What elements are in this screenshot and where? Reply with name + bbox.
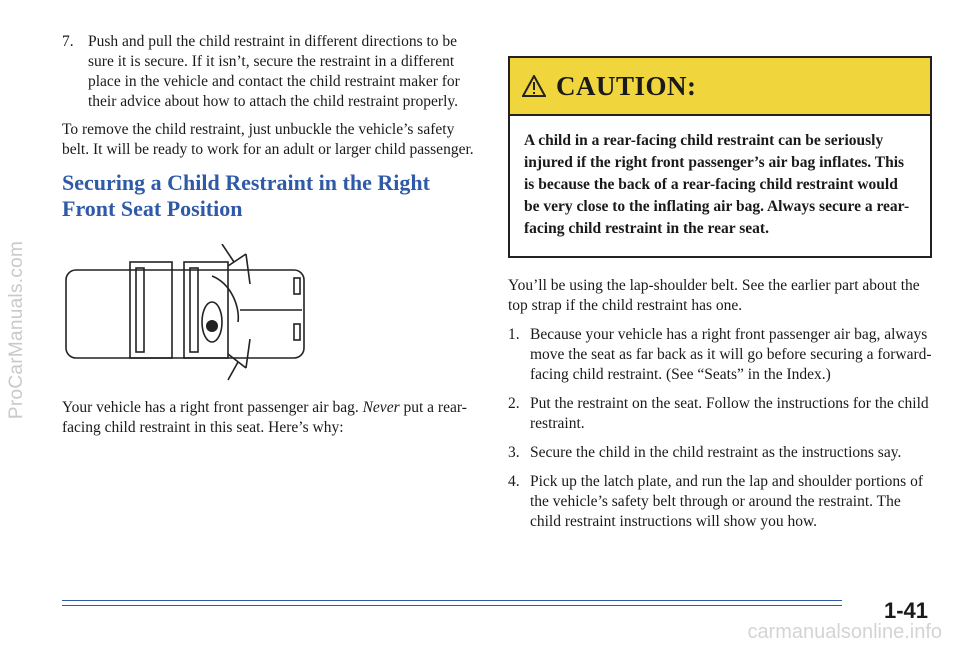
footer-rule [62, 600, 842, 610]
page-number: 1-41 [883, 598, 928, 623]
list-item [508, 472, 932, 532]
item-number: 2. [508, 395, 520, 412]
item-text: Because your vehicle has a right front passenger air bag, always move the seat as far back as it will go before securing a forward-facing child restraint. (See “Seats” in the Index.) [530, 326, 932, 383]
caution-box [508, 56, 932, 258]
left-column [62, 32, 482, 438]
step-number: 7. [62, 33, 74, 50]
section-heading: Securing a Child Restraint in the Right Front Seat Position [62, 170, 430, 221]
child-seat-diagram-icon [62, 244, 312, 384]
caution-body: A child in a rear-facing child restraint can be seriously injured if the right front passenger’s air bag inflates. This is because the back of a rear-facing child restraint would be very close to the inflating air bag. Always secure a rear-facing child restraint in the rear seat. [524, 132, 910, 237]
caution-title: CAUTION: [556, 71, 697, 101]
item-number: 4. [508, 473, 520, 490]
bottom-watermark: carmanualsonline.info [747, 621, 942, 643]
airbag-text-1: Your vehicle has a right front passenger air bag. [62, 399, 359, 416]
side-watermark-text: ProCarManuals.com [6, 240, 27, 420]
airbag-text-2: put a rear-facing child restraint in this seat. Here’s why: [62, 399, 467, 436]
airbag-paragraph [62, 398, 482, 438]
side-watermark [4, 30, 30, 630]
intro-paragraph: You’ll be using the lap-shoulder belt. See the earlier part about the top strap if the child restraint has one. [508, 277, 920, 314]
list-item [508, 325, 932, 385]
item-number: 3. [508, 444, 520, 461]
item-text: Pick up the latch plate, and run the lap and shoulder portions of the vehicle’s safety belt through or around the restraint. The child restraint instructions will show you how. [530, 473, 924, 530]
steps-list [508, 325, 932, 532]
item-text: Secure the child in the child restraint as the instructions say. [530, 444, 902, 461]
step-7 [62, 32, 482, 112]
caution-header [510, 58, 930, 116]
remove-paragraph: To remove the child restraint, just unbuckle the vehicle’s safety belt. It will be ready to work for an adult or larger child passenger. [62, 121, 474, 158]
item-text: Put the restraint on the seat. Follow the instructions for the child restraint. [530, 395, 929, 432]
list-item [508, 443, 932, 463]
step-text: Push and pull the child restraint in different directions to be sure it is secure. If it isn’t, secure the restraint in a different place in the vehicle and contact the child restraint maker for their advice about how to attach the child restraint properly. [88, 33, 460, 110]
right-column [508, 56, 932, 532]
item-number: 1. [508, 326, 520, 343]
seat-illustration [62, 244, 312, 384]
list-item [508, 394, 932, 434]
airbag-never-emphasis: Never [362, 399, 400, 416]
warning-triangle-icon [522, 75, 546, 97]
